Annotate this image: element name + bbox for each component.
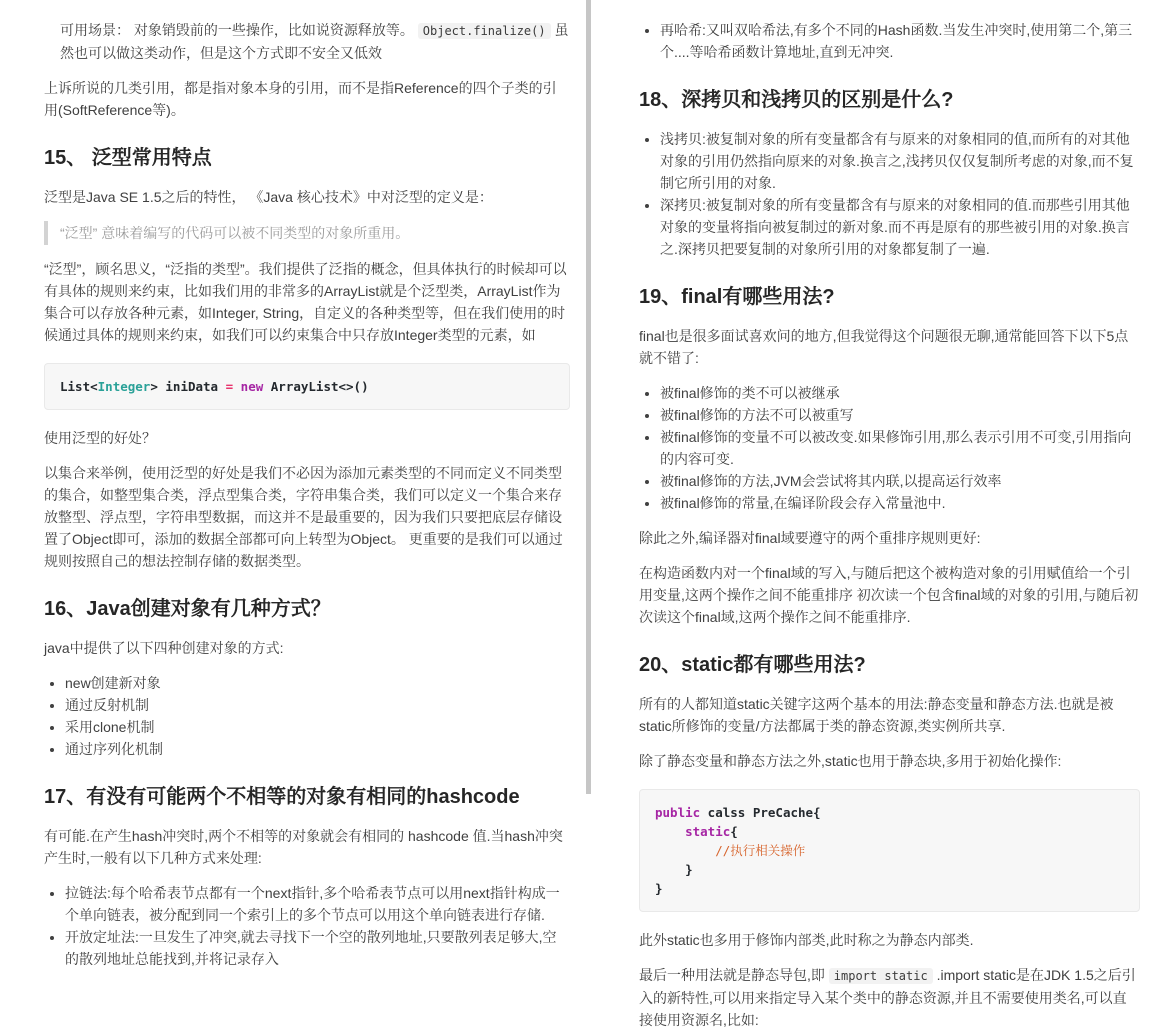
code-token-keyword: public — [655, 805, 701, 820]
page-right — [591, 0, 1176, 1028]
create-object-list — [44, 672, 570, 760]
paragraph-final-reorder-intro: 除此之外,编译器对final域要遵守的两个重排序规则更好: — [639, 530, 981, 546]
code-token — [655, 824, 685, 839]
code-token — [218, 379, 226, 394]
code-token-type: Integer — [97, 379, 151, 394]
paragraph-generics-intro: 泛型是Java SE 1.5之后的特性， 《Java 核心技术》中对泛型的定义是： — [44, 189, 493, 205]
code-token: List< — [60, 379, 98, 394]
list-item: • 拉链法:每个哈希表节点都有一个next指针,多个哈希表节点可以用next指针构成一个单向链表，被分配到同一个索引上的多个节点可以用这个单向链表进行存储. — [65, 882, 570, 926]
list-item: • 被final修饰的类不可以被继承 — [660, 382, 1140, 404]
list-item: • 被final修饰的常量,在编译阶段会存入常量池中. — [660, 492, 1140, 514]
code-token: calss PreCache{ — [700, 805, 821, 820]
paragraph-static-intro: 所有的人都知道static关键字这两个基本的用法:静态变量和静态方法.也就是被static所修饰的变量/方法都属于类的静态资源,类实例所共享. — [639, 696, 1114, 734]
paragraph-text: .import static是在JDK 1.5之后引入的新特性,可以用来指定导入某个类中的静态资源,并且不需要使用类名,可以直接使用资源名,比如: — [639, 967, 1136, 1028]
list-item: • 采用clone机制 — [65, 716, 570, 738]
list-item: • 通过序列化机制 — [65, 738, 570, 760]
hash-collision-list — [44, 882, 570, 970]
paragraph-text: 虽然也可以做这类动作，但是这个方式即不安全又低效 — [60, 22, 569, 61]
code-token: } — [655, 881, 663, 896]
list-item: • new创建新对象 — [65, 672, 570, 694]
list-item: • 浅拷贝:被复制对象的所有变量都含有与原来的对象相同的值,而所有的对其他对象的引用仍然指向原来的对象.换言之,浅拷贝仅仅复制所考虑的对象,而不复制它所引用的对象. — [660, 128, 1140, 194]
paragraph-text: 可用场景： 对象销毁前的一些操作，比如说资源释放等。 — [60, 22, 418, 38]
final-usage-list — [639, 382, 1140, 514]
code-token: { — [730, 824, 738, 839]
code-line — [60, 377, 554, 396]
list-item: • 通过反射机制 — [65, 694, 570, 716]
list-item: • 再哈希:又叫双哈希法,有多个不同的Hash函数.当发生冲突时,使用第二个,第三个....等哈希函数计算地址,直到无冲突. — [660, 19, 1140, 63]
code-token-comment: //执行相关操作 — [655, 843, 806, 858]
code-token: iniData — [165, 379, 219, 394]
heading-20-static-usage: 20、static都有哪些用法? — [639, 654, 866, 676]
paragraph-reference-note: 上诉所说的几类引用，都是指对象本身的引用，而不是指Reference的四个子类的引用(SoftReference等)。 — [44, 80, 557, 118]
code-token: } — [655, 862, 693, 877]
blockquote-text: “泛型” 意味着编写的代码可以被不同类型的对象所重用。 — [60, 225, 410, 241]
page-left — [0, 0, 586, 967]
paragraph-static-inner-class: 此外static也多用于修饰内部类,此时称之为静态内部类. — [639, 932, 974, 948]
heading-15-generics: 15、 泛型常用特点 — [44, 147, 212, 169]
paragraph-text: 最后一种用法就是静态导包,即 — [639, 967, 829, 983]
paragraph-finalize-usage — [60, 19, 570, 64]
code-line — [655, 860, 1124, 879]
paragraph-static-import — [639, 964, 1140, 1031]
list-item: • 被final修饰的方法不可以被重写 — [660, 404, 1140, 426]
code-token — [233, 379, 241, 394]
code-token: > — [150, 379, 166, 394]
code-token: ArrayList<>() — [263, 379, 369, 394]
code-block-static — [639, 789, 1140, 912]
code-line — [655, 879, 1124, 898]
paragraph-generics-benefit-question: 使用泛型的好处？ — [44, 430, 156, 446]
list-item: • 被final修饰的方法,JVM会尝试将其内联,以提高运行效率 — [660, 470, 1140, 492]
paragraph-generics-benefit: 以集合来举例，使用泛型的好处是我们不必因为添加元素类型的不同而定义不同类型的集合，如整型集合类，浮点型集合类，字符串集合类，我们可以定义一个集合来存放整型、浮点型，字符串型数据，而这并不是最重要的，因为我们只要把底层存储设置了Object即可，添加的数据全部都可向上转型为Object。 更重要的是我们可以通过规则按照自己的想法控制存储的数据类型。 — [44, 465, 563, 569]
code-line — [655, 822, 1124, 841]
paragraph-final-intro: final也是很多面试喜欢问的地方,但我觉得这个问题很无聊,通常能回答下以下5点就不错了: — [639, 328, 1129, 366]
code-token-keyword: new — [240, 379, 264, 394]
paragraph-hashcode-intro: 有可能.在产生hash冲突时,两个不相等的对象就会有相同的 hashcode 值.当hash冲突产生时,一般有以下几种方式来处理: — [44, 828, 563, 866]
paragraph-generics-detail: “泛型”，顾名思义，“泛指的类型”。我们提供了泛指的概念，但具体执行的时候却可以有具体的规则来约束，比如我们用的非常多的ArrayList就是个泛型类，ArrayList作为集合可以存放各种元素，如Integer, String，自定义的各种类型等，但在我们使用的时候通过具体的规则来约束，如我们可以约束集合中只存放Integer类型的元素，如 — [44, 261, 567, 343]
heading-18-deep-shallow-copy: 18、深拷贝和浅拷贝的区别是什么? — [639, 89, 954, 111]
hash-collision-list-continued — [639, 19, 1140, 63]
paragraph-final-reorder-rules: 在构造函数内对一个final域的写入,与随后把这个被构造对象的引用赋值给一个引用变量,这两个操作之间不能重排序 初次读一个包含final域的对象的引用,与随后初次读这个final域,这两个操作之间不能重排序. — [639, 565, 1139, 625]
code-token-operator: = — [225, 379, 234, 394]
heading-16-create-object: 16、Java创建对象有几种方式？ — [44, 598, 331, 620]
paragraph-static-block-intro: 除了静态变量和静态方法之外,static也用于静态块,多用于初始化操作: — [639, 753, 1062, 769]
code-token-keyword: static — [685, 824, 731, 839]
paragraph-create-intro: java中提供了以下四种创建对象的方式: — [44, 640, 284, 656]
inline-code-object-finalize: Object.finalize() — [418, 23, 551, 39]
list-item: • 被final修饰的变量不可以被改变.如果修饰引用,那么表示引用不可变,引用指向的内容可变. — [660, 426, 1140, 470]
list-item: • 深拷贝:被复制对象的所有变量都含有与原来的对象相同的值.而那些引用其他对象的变量将指向被复制过的新对象.而不再是原有的那些被引用的对象.换言之.深拷贝把要复制的对象所引用的对象都复制了一遍. — [660, 194, 1140, 260]
heading-17-hashcode: 17、有没有可能两个不相等的对象有相同的hashcode — [44, 786, 520, 808]
inline-code-import-static: import static — [829, 968, 933, 984]
code-block-generics — [44, 363, 570, 410]
copy-types-list — [639, 128, 1140, 260]
list-item: • 开放定址法:一旦发生了冲突,就去寻找下一个空的散列地址,只要散列表足够大,空的散列地址总能找到,并将记录存入 — [65, 926, 570, 970]
blockquote-generics-definition — [44, 221, 570, 245]
heading-19-final-usage: 19、final有哪些用法? — [639, 286, 835, 308]
code-line-comment — [655, 841, 1124, 860]
code-line — [655, 803, 1124, 822]
